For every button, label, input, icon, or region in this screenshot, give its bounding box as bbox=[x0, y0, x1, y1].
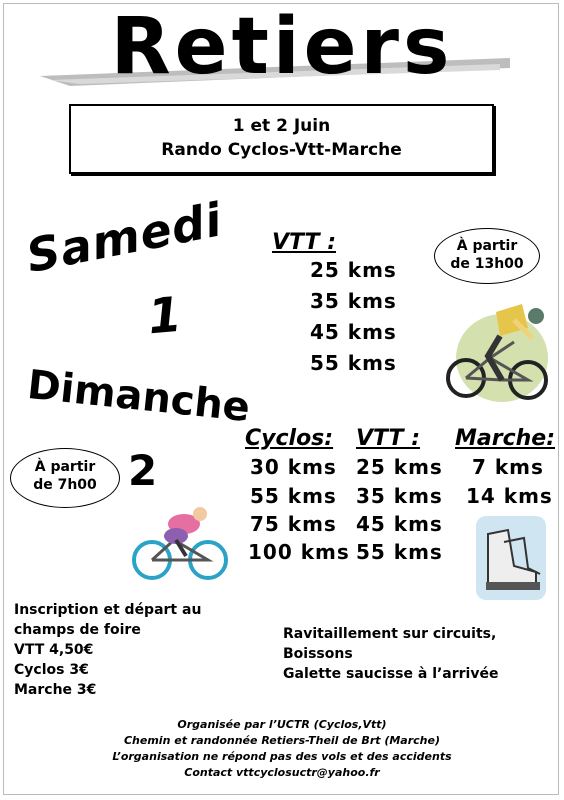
saturday-vtt-distance: 55 kms bbox=[310, 351, 397, 375]
sunday-number: 2 bbox=[128, 446, 158, 495]
sunday-cyclos-distance: 30 kms bbox=[250, 455, 337, 479]
event-subtitle: Rando Cyclos-Vtt-Marche bbox=[161, 140, 402, 160]
sunday-start-label: À partir bbox=[34, 459, 96, 475]
poster-title: Retiers bbox=[110, 2, 454, 92]
saturday-vtt-distance: 45 kms bbox=[310, 320, 397, 344]
footer-organizer: Organisée par l’UCTR (Cyclos,Vtt) bbox=[177, 718, 387, 731]
price-cyclos: Cyclos 3€ bbox=[14, 662, 89, 678]
footer-contact: Contact vttcyclosuctr@yahoo.fr bbox=[184, 766, 380, 779]
sunday-vtt-title: VTT : bbox=[356, 426, 421, 451]
sunday-vtt-distance: 35 kms bbox=[356, 484, 443, 508]
sunday-cyclos-distance: 100 kms bbox=[248, 540, 350, 564]
saturday-vtt-title: VTT : bbox=[272, 230, 337, 255]
sunday-label: Dimanche bbox=[25, 362, 253, 432]
sunday-marche-distance: 14 kms bbox=[466, 484, 553, 508]
services-block bbox=[283, 624, 498, 684]
sunday-marche-distance: 7 kms bbox=[472, 455, 544, 479]
mountain-bike-cyclist-icon bbox=[444, 298, 550, 410]
inscription-line: champs de foire bbox=[14, 622, 141, 638]
services-line: Galette saucisse à l’arrivée bbox=[283, 666, 499, 682]
date-line: 1 et 2 Juin bbox=[232, 116, 331, 136]
saturday-vtt-distance: 35 kms bbox=[310, 289, 397, 313]
sunday-vtt-distance: 55 kms bbox=[356, 540, 443, 564]
services-line: Boissons bbox=[283, 646, 353, 662]
footer-disclaimer: L’organisation ne répond pas des vols et des accidents bbox=[112, 750, 452, 763]
sunday-start-bubble bbox=[10, 448, 120, 508]
sunday-vtt-distance: 45 kms bbox=[356, 512, 443, 536]
saturday-start-time: de 13h00 bbox=[450, 256, 524, 272]
saturday-start-bubble bbox=[434, 228, 540, 284]
sunday-start-time: de 7h00 bbox=[33, 477, 97, 493]
price-vtt: VTT 4,50€ bbox=[14, 642, 94, 658]
services-line: Ravitaillement sur circuits, bbox=[283, 626, 497, 642]
saturday-start-label: À partir bbox=[456, 238, 518, 254]
date-box bbox=[69, 104, 494, 174]
sunday-marche-title: Marche: bbox=[455, 426, 556, 451]
footer-route-info: Chemin et randonnée Retiers-Theil de Brt (Marche) bbox=[123, 734, 440, 747]
hiking-boots-icon bbox=[474, 514, 548, 602]
sunday-vtt-distance: 25 kms bbox=[356, 455, 443, 479]
sunday-cyclos-title: Cyclos: bbox=[245, 426, 334, 451]
inscription-line: Inscription et départ au bbox=[14, 602, 202, 618]
saturday-number: 1 bbox=[145, 286, 184, 346]
price-marche: Marche 3€ bbox=[14, 682, 97, 698]
saturday-label: Samedi bbox=[22, 192, 227, 284]
sunday-cyclos-distance: 75 kms bbox=[250, 512, 337, 536]
road-cyclist-icon bbox=[132, 500, 228, 582]
sunday-cyclos-distance: 55 kms bbox=[250, 484, 337, 508]
inscription-block bbox=[14, 600, 201, 700]
saturday-vtt-distance: 25 kms bbox=[310, 258, 397, 282]
